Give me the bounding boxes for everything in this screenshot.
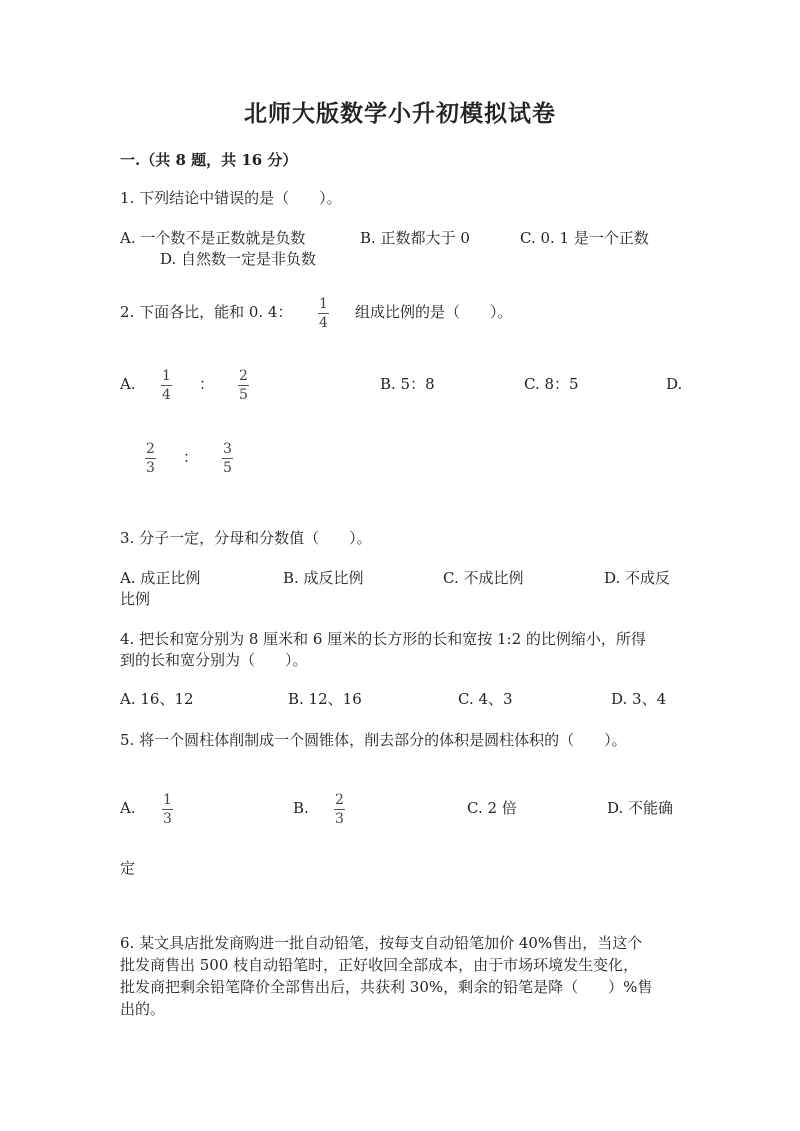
question-1-option-b: B. 正数都大于 0: [360, 229, 470, 247]
question-6-line-3: 批发商把剩余铅笔降价全部售出后，共获利 30%，剩余的铅笔是降（ ）%售: [120, 978, 653, 996]
question-5-stem: 5. 将一个圆柱体削制成一个圆锥体，削去部分的体积是圆柱体积的（ ）。: [120, 731, 627, 749]
fraction-denominator: 5: [239, 387, 248, 403]
question-3-option-a: A. 成正比例: [120, 569, 201, 587]
question-1-stem: 1. 下列结论中错误的是（ ）。: [120, 189, 342, 207]
question-2-option-d-label: D.: [666, 375, 683, 393]
question-2-option-a-fraction-1: [161, 368, 172, 403]
fraction-numerator: 1: [162, 368, 171, 384]
question-4-option-b: B. 12、16: [288, 690, 362, 708]
question-6-line-1: 6. 某文具店批发商购进一批自动铅笔，按每支自动铅笔加价 40%售出，当这个: [120, 934, 643, 952]
fraction-bar: [222, 458, 233, 459]
question-5-option-a-fraction: [162, 792, 173, 827]
question-2-option-d-fraction-2: [222, 441, 233, 476]
question-5-option-a-label: A.: [120, 799, 136, 817]
question-2-option-d-fraction-1: [145, 441, 156, 476]
fraction-denominator: 5: [223, 460, 232, 476]
fraction-numerator: 1: [163, 792, 172, 808]
fraction-bar: [161, 385, 172, 386]
fraction-numerator: 2: [335, 792, 344, 808]
fraction-bar: [162, 809, 173, 810]
question-5-option-d: D. 不能确: [607, 799, 674, 817]
fraction-bar: [238, 385, 249, 386]
fraction-bar: [318, 313, 329, 314]
section-heading: 一.（共 8 题，共 16 分）: [120, 151, 298, 169]
fraction-denominator: 3: [163, 811, 172, 827]
question-5-option-b-label: B.: [293, 799, 309, 817]
question-2-option-a-label: A.: [120, 375, 136, 393]
question-3-stem: 3. 分子一定，分母和分数值（ ）。: [120, 529, 372, 547]
page-title: 北师大版数学小升初模拟试卷: [244, 100, 556, 127]
question-4-stem-line-2: 到的长和宽分别为（ ）。: [120, 651, 308, 669]
question-5-option-b-fraction: [334, 792, 345, 827]
question-3-option-d-continued: 比例: [120, 590, 151, 608]
question-6-line-4: 出的。: [120, 1000, 166, 1018]
fraction-denominator: 4: [319, 315, 328, 331]
question-2-stem-pre: 2. 下面各比，能和 0. 4：: [120, 303, 293, 321]
question-2-option-b: B. 5：8: [380, 375, 435, 393]
fraction-numerator: 2: [239, 368, 248, 384]
question-1-option-d: D. 自然数一定是非负数: [160, 250, 317, 268]
question-5-option-c: C. 2 倍: [467, 799, 517, 817]
fraction-denominator: 3: [335, 811, 344, 827]
fraction-bar: [334, 809, 345, 810]
question-5-option-d-continued: 定: [120, 859, 136, 877]
question-2-option-a-fraction-2: [238, 368, 249, 403]
fraction-denominator: 3: [146, 460, 155, 476]
question-2-stem-fraction: [318, 296, 329, 331]
fraction-numerator: 2: [146, 441, 155, 457]
question-4-option-a: A. 16、12: [120, 690, 194, 708]
fraction-numerator: 1: [319, 296, 328, 312]
question-4-option-d: D. 3、4: [611, 690, 667, 708]
question-1-option-a: A. 一个数不是正数就是负数: [120, 229, 306, 247]
question-1-option-c: C. 0. 1 是一个正数: [520, 229, 649, 247]
question-6-line-2: 批发商售出 500 枝自动铅笔时，正好收回全部成本，由于市场环境发生变化，: [120, 956, 639, 974]
question-2-option-d-colon: ：: [183, 448, 199, 466]
fraction-bar: [145, 458, 156, 459]
question-4-stem-line-1: 4. 把长和宽分别为 8 厘米和 6 厘米的长方形的长和宽按 1:2 的比例缩小，所得: [120, 630, 646, 648]
question-2-option-a-colon: ：: [199, 375, 215, 393]
question-2-stem-post: 组成比例的是（ ）。: [355, 303, 513, 321]
question-4-option-c: C. 4、3: [458, 690, 513, 708]
question-2-option-c: C. 8：5: [524, 375, 579, 393]
question-3-option-b: B. 成反比例: [283, 569, 364, 587]
question-3-option-d: D. 不成反: [604, 569, 671, 587]
fraction-denominator: 4: [162, 387, 171, 403]
question-3-option-c: C. 不成比例: [443, 569, 524, 587]
fraction-numerator: 3: [223, 441, 232, 457]
